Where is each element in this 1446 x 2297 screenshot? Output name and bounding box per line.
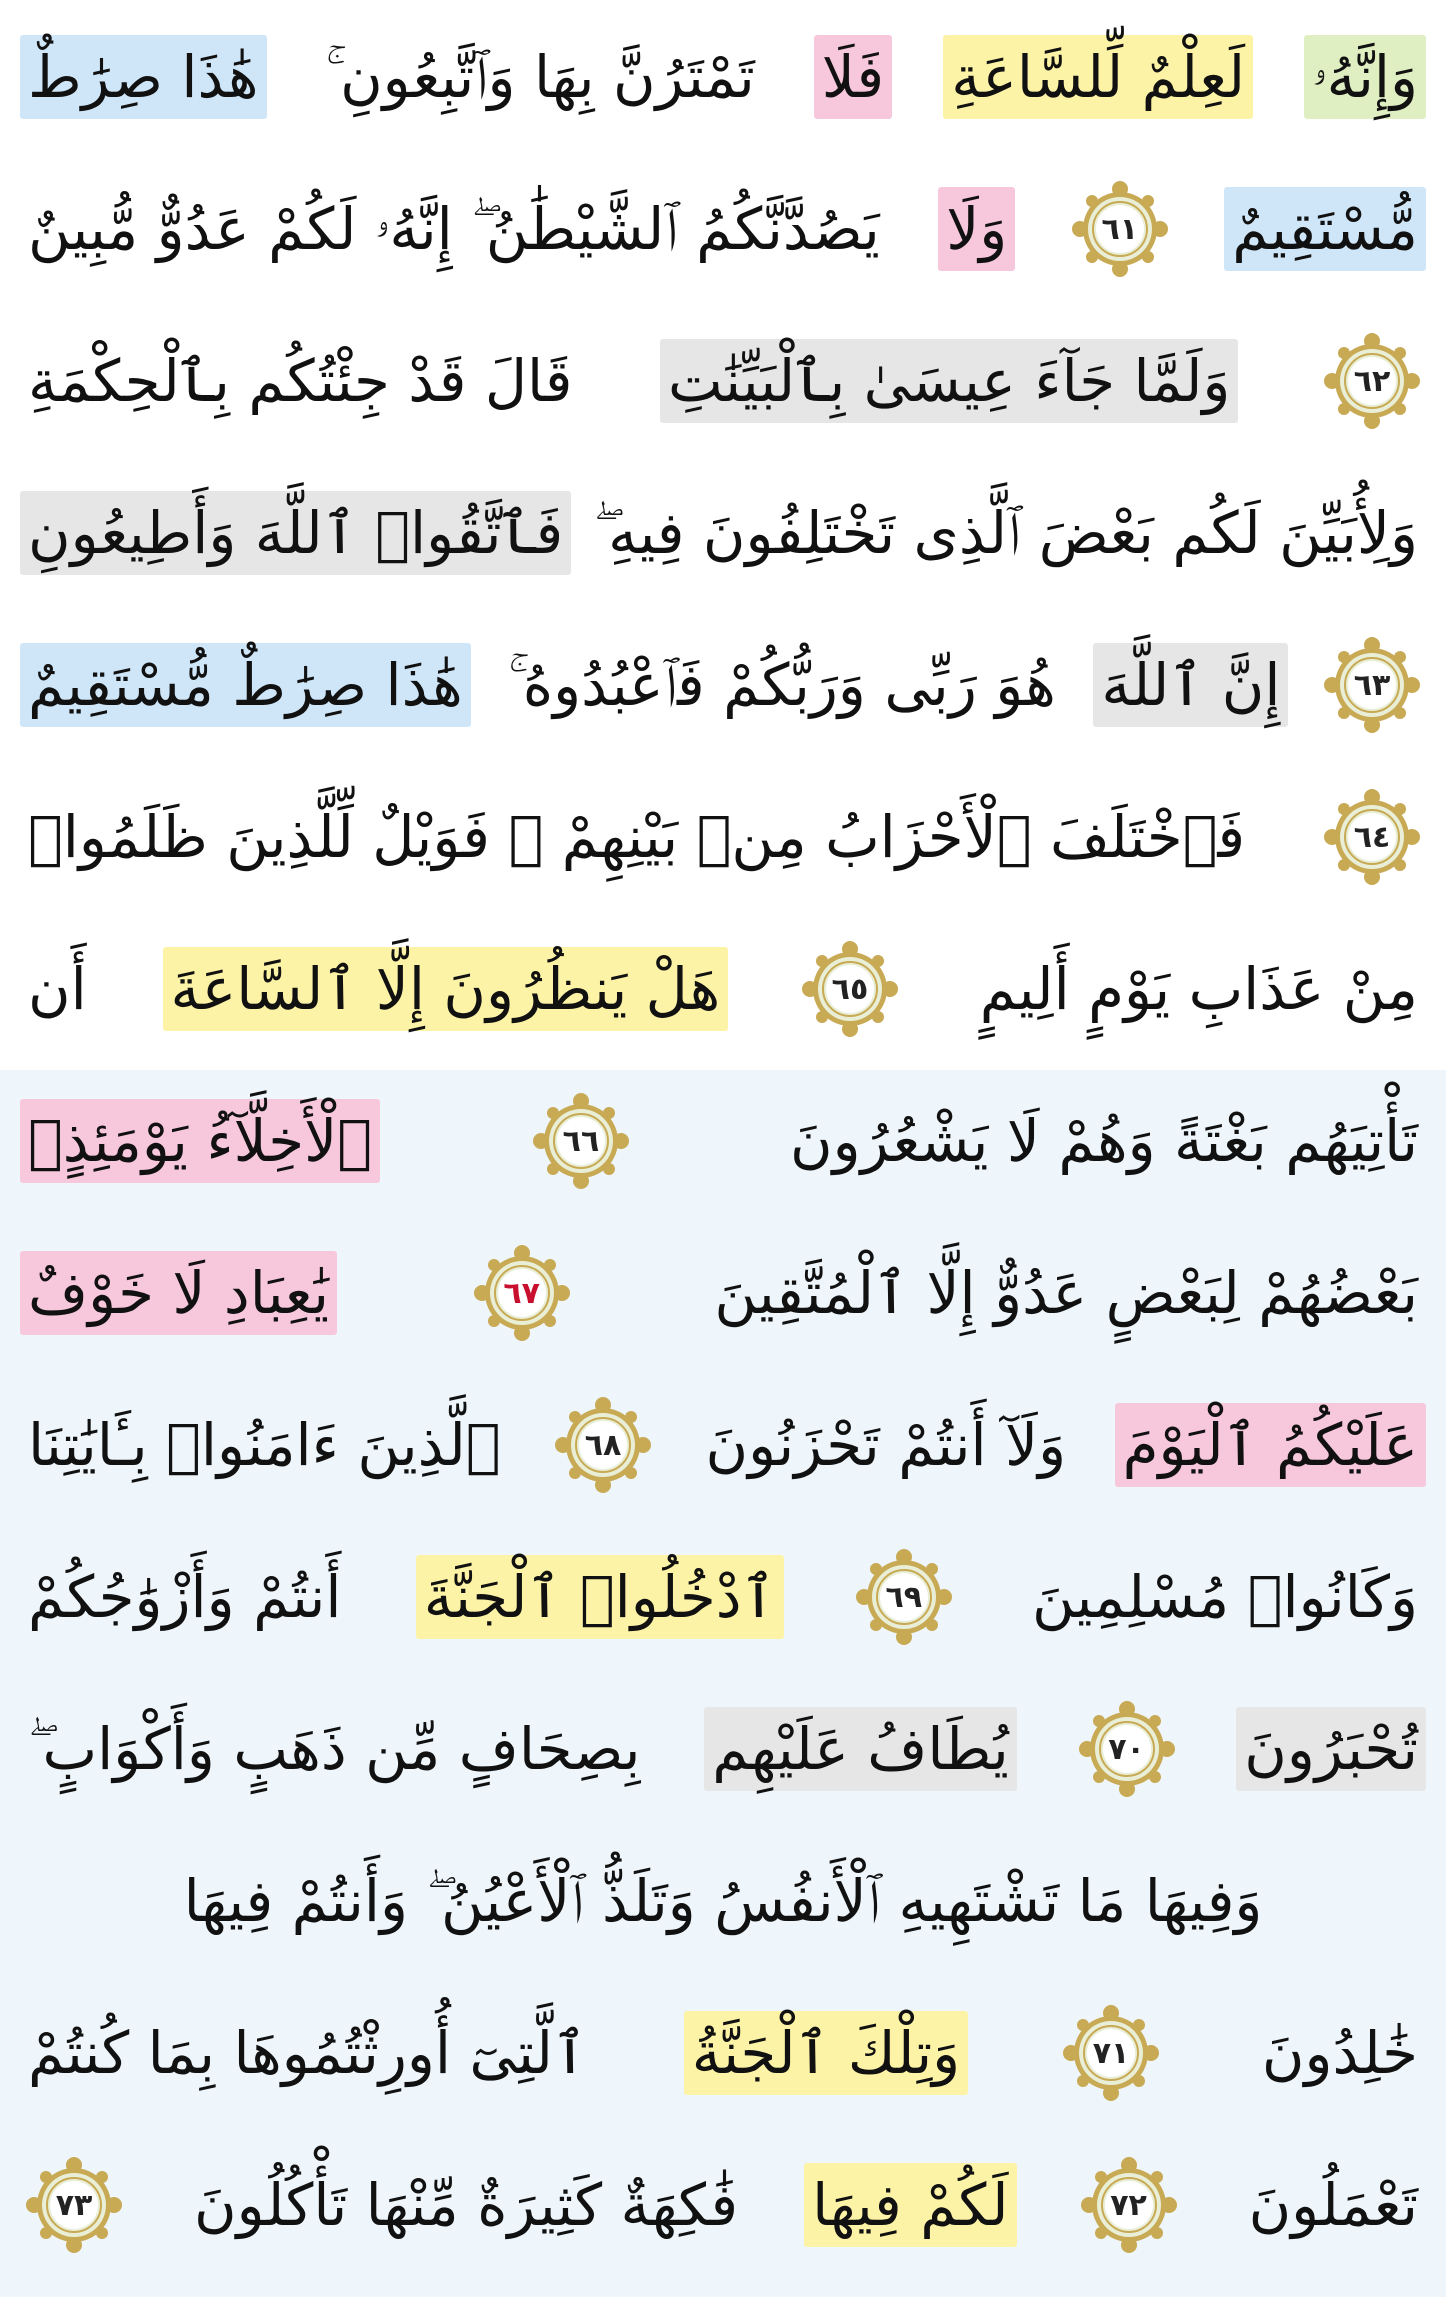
highlighted-phrase: لَعِلْمٌ لِّلسَّاعَةِ <box>943 35 1253 120</box>
ayah-number: ٦٤ <box>1353 819 1391 855</box>
verse-line <box>20 610 1426 760</box>
ayah-number: ٦٩ <box>885 1579 923 1615</box>
verse-text: وَكَانُوا۟ مُسْلِمِينَ <box>1032 1562 1418 1631</box>
verse-text: ٱلَّذِينَ ءَامَنُوا۟ بِـَٔايَٰتِنَا <box>28 1410 501 1479</box>
ayah-number-marker <box>533 1093 629 1189</box>
verse-line <box>20 1674 1426 1824</box>
ayah-number-marker <box>856 1549 952 1645</box>
verse-text: وَفِيهَا مَا تَشْتَهِيهِ ٱلْأَنفُسُ وَتَلَذُّ ٱلْأَعْيُنُ ۖ وَأَنتُمْ فِيهَا <box>183 1866 1263 1935</box>
verse-text: بَعْضُهُمْ لِبَعْضٍ عَدُوٌّ إِلَّا ٱلْمُتَّقِينَ <box>714 1258 1418 1327</box>
ayah-number-marker <box>1324 637 1420 733</box>
verse-text: يَصُدَّنَّكُمُ ٱلشَّيْطَٰنُ ۖ إِنَّهُۥ لَكُمْ عَدُوٌّ مُّبِينٌ <box>28 194 880 263</box>
highlighted-phrase: هَٰذَا صِرَٰطٌ <box>20 35 266 120</box>
ayah-number-marker <box>1081 2157 1177 2253</box>
ayah-number: ٧٢ <box>1110 2187 1147 2223</box>
verse-line <box>20 154 1426 304</box>
verse-text: بِصِحَافٍ مِّن ذَهَبٍ وَأَكْوَابٍ ۖ <box>28 1714 641 1783</box>
verse-line <box>20 1218 1426 1368</box>
highlighted-phrase: وَتِلْكَ ٱلْجَنَّةُ <box>684 2011 968 2096</box>
verse-line <box>20 1066 1426 1216</box>
verse-text: قَالَ قَدْ جِئْتُكُم بِٱلْحِكْمَةِ <box>28 346 573 415</box>
verse-text: خَٰلِدُونَ <box>1261 2018 1418 2087</box>
verse-text: وَلِأُبَيِّنَ لَكُم بَعْضَ ٱلَّذِى تَخْتَلِفُونَ فِيهِ ۖ <box>593 498 1418 567</box>
verse-line <box>20 762 1426 912</box>
ayah-number: ٦٨ <box>584 1427 622 1463</box>
verse-text: وَلَآ أَنتُمْ تَحْزَنُونَ <box>705 1410 1067 1479</box>
highlighted-phrase: هَلْ يَنظُرُونَ إِلَّا ٱلسَّاعَةَ <box>163 947 729 1032</box>
ayah-number: ٧٣ <box>55 2187 93 2223</box>
highlighted-phrase: هَٰذَا صِرَٰطٌ مُّسْتَقِيمٌ <box>20 643 471 728</box>
ayah-number: ٦٦ <box>562 1123 600 1159</box>
verse-line <box>20 1522 1426 1672</box>
verse-text: تَأْتِيَهُم بَغْتَةً وَهُمْ لَا يَشْعُرُونَ <box>789 1106 1418 1175</box>
ayah-number-marker <box>26 2157 122 2253</box>
verse-text: أَنتُمْ وَأَزْوَٰجُكُمْ <box>28 1562 342 1631</box>
verse-line <box>20 458 1426 608</box>
verse-line <box>20 2130 1426 2280</box>
highlighted-phrase: فَلَا <box>814 35 892 120</box>
verse-text: هُوَ رَبِّى وَرَبُّكُمْ فَٱعْبُدُوهُ ۚ <box>508 650 1056 719</box>
ayah-number-marker <box>555 1397 651 1493</box>
verse-text: تَعْمَلُونَ <box>1248 2170 1418 2239</box>
verse-text: فَٱخْتَلَفَ ٱلْأَحْزَابُ مِنۢ بَيْنِهِمْ ۖ فَوَيْلٌ لِّلَّذِينَ ظَلَمُوا۟ <box>28 802 1246 871</box>
ayah-number: ٦١ <box>1101 211 1139 247</box>
highlighted-phrase: عَلَيْكُمُ ٱلْيَوْمَ <box>1115 1403 1426 1488</box>
verse-text: فَٰكِهَةٌ كَثِيرَةٌ مِّنْهَا تَأْكُلُونَ <box>194 2170 739 2239</box>
verse-line <box>20 1978 1426 2128</box>
verse-text: تَمْتَرُنَّ بِهَا وَٱتَّبِعُونِ ۚ <box>325 42 755 111</box>
highlighted-phrase: ٱدْخُلُوا۟ ٱلْجَنَّةَ <box>416 1555 784 1640</box>
ayah-number: ٦٧ <box>503 1275 540 1311</box>
ayah-number: ٦٢ <box>1353 363 1391 399</box>
ayah-number-marker <box>474 1245 570 1341</box>
verse-line <box>20 306 1426 456</box>
verse-text: مِنْ عَذَابِ يَوْمٍ أَلِيمٍ <box>979 954 1418 1023</box>
verse-line <box>20 1370 1426 1520</box>
verse-text: أَن <box>28 954 87 1023</box>
highlighted-phrase: فَٱتَّقُوا۟ ٱللَّهَ وَأَطِيعُونِ <box>20 491 571 576</box>
ayah-number-marker <box>1072 181 1168 277</box>
highlighted-phrase: مُّسْتَقِيمٌ <box>1224 187 1426 272</box>
ayah-number: ٦٥ <box>831 971 869 1007</box>
ayah-number: ٦٣ <box>1353 667 1391 703</box>
verse-line <box>20 914 1426 1064</box>
highlighted-phrase: وَلَا <box>938 187 1015 272</box>
ayah-number: ٧٠ <box>1108 1731 1145 1767</box>
highlighted-phrase: يُطَافُ عَلَيْهِم <box>704 1707 1017 1792</box>
highlighted-phrase: لَكُمْ فِيهَا <box>804 2163 1016 2248</box>
ayah-number-marker <box>1324 789 1420 885</box>
verse-line <box>20 1826 1426 1976</box>
highlighted-phrase: ٱلْأَخِلَّآءُ يَوْمَئِذٍۭ <box>20 1099 380 1184</box>
highlighted-phrase: يَٰعِبَادِ لَا خَوْفٌ <box>20 1251 337 1336</box>
highlighted-phrase: وَإِنَّهُۥ <box>1304 35 1426 120</box>
ayah-number: ٧١ <box>1092 2035 1130 2071</box>
highlighted-phrase: إِنَّ ٱللَّهَ <box>1093 643 1288 728</box>
ayah-number-marker <box>1079 1701 1175 1797</box>
ayah-number-marker <box>802 941 898 1037</box>
verse-text: ٱلَّتِىٓ أُورِثْتُمُوهَا بِمَا كُنتُمْ <box>28 2018 587 2087</box>
highlighted-phrase: وَلَمَّا جَآءَ عِيسَىٰ بِٱلْبَيِّنَٰتِ <box>660 339 1238 424</box>
ayah-number-marker <box>1324 333 1420 429</box>
ayah-number-marker <box>1063 2005 1159 2101</box>
highlighted-phrase: تُحْبَرُونَ <box>1236 1707 1426 1792</box>
verse-line <box>20 2 1426 152</box>
